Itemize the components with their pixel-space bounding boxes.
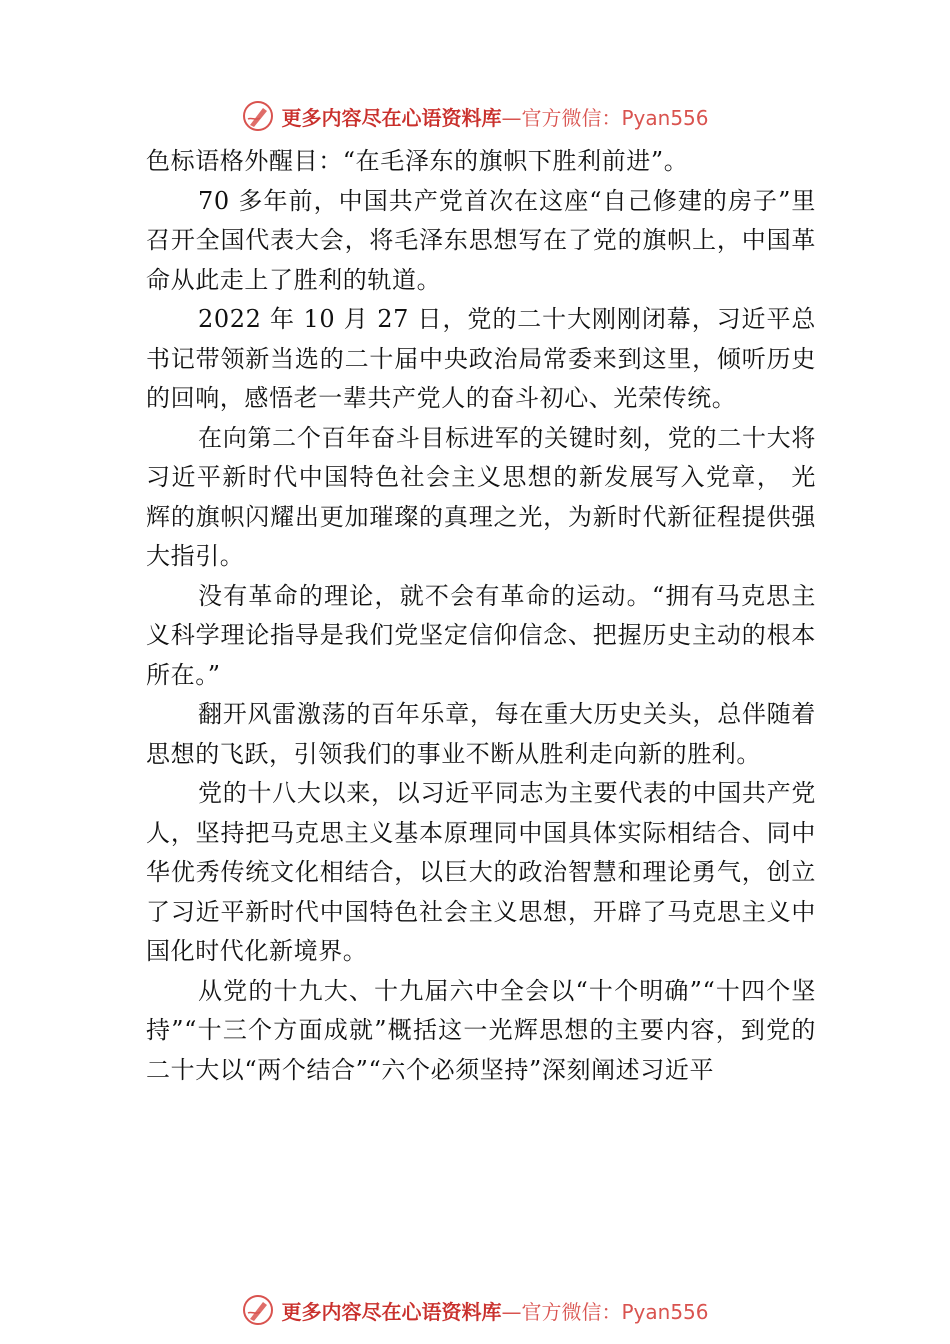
watermark-official: 官方微信： [521, 105, 622, 130]
pen-nib-logo-icon [241, 99, 275, 133]
watermark-account: Pyan556 [621, 105, 709, 130]
watermark-official: 官方微信： [521, 1299, 622, 1324]
paragraph-4: 在向第二个百年奋斗目标进军的关键时刻，党的二十大将习近平新时代中国特色社会主义思想的新发展写入党章， 光辉的旗帜闪耀出更加璀璨的真理之光，为新时代新征程提供强大指引。 [146, 423, 816, 570]
pen-nib-logo-icon [241, 1293, 275, 1327]
watermark-text [281, 1296, 708, 1325]
paragraph-2: 70 多年前，中国共产党首次在这座“自己修建的房子”里召开全国代表大会，将毛泽东思想写在了党的旗帜上，中国革命从此走上了胜利的轨道。 [146, 186, 816, 294]
page-header-watermark [0, 96, 950, 136]
paragraph-3: 2022 年 10 月 27 日，党的二十大刚刚闭幕，习近平总书记带领新当选的二十届中央政治局常委来到这里，倾听历史的回响，感悟老一辈共产党人的奋斗初心、光荣传统。 [146, 305, 816, 412]
document-body [146, 142, 816, 1090]
paragraph-5: 没有革命的理论，就不会有革命的运动。“拥有马克思主义科学理论指导是我们党坚定信仰信念、把握历史主动的根本所在。” [146, 581, 816, 689]
watermark-account: Pyan556 [621, 1299, 709, 1324]
paragraph-1: 色标语格外醒目：“在毛泽东的旗帜下胜利前进”。 [146, 147, 689, 175]
watermark-dash: — [501, 1299, 522, 1324]
watermark-dash: — [501, 105, 522, 130]
page-footer-watermark [0, 1290, 950, 1330]
paragraph-7: 党的十八大以来，以习近平同志为主要代表的中国共产党人，坚持把马克思主义基本原理同中国具体实际相结合、同中华优秀传统文化相结合，以巨大的政治智慧和理论勇气，创立了习近平新时代中国特色社会主义思想，开辟了马克思主义中国化时代化新境界。 [146, 779, 816, 965]
watermark-text [281, 102, 708, 131]
paragraph-8: 从党的十九大、十九届六中全会以“十个明确”“十四个坚持”“十三个方面成就”概括这一光辉思想的主要内容，到党的二十大以“两个结合”“六个必须坚持”深刻阐述习近平 [146, 976, 816, 1084]
watermark-brand: 更多内容尽在心语资料库 [281, 105, 502, 130]
paragraph-6: 翻开风雷激荡的百年乐章，每在重大历史关头，总伴随着思想的飞跃，引领我们的事业不断从胜利走向新的胜利。 [146, 700, 816, 768]
watermark-brand: 更多内容尽在心语资料库 [281, 1299, 502, 1324]
